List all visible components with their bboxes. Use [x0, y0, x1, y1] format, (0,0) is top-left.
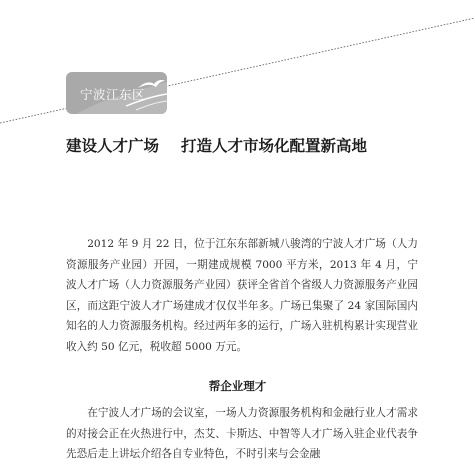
region-tag-label: 宁波江东区	[80, 87, 146, 102]
article-title	[66, 134, 466, 156]
article-body-continued	[66, 403, 418, 465]
decorative-dashed-divider	[0, 0, 475, 140]
article-title-part2: 打造人才市场化配置新高地	[181, 137, 368, 155]
paragraph-1: 2012 年 9 月 22 日，位于江东东部新城八骏湾的宁波人才广场（人力资源服务产业园）开园，一期建成规模 7000 平方米，2013 年 4 月，宁波人才广场（人力资源服务产业园）获评全省首个省级人力资源服务产业园区，而这距宁波人才广场建成才仅仅半年多。广场已集聚了 24 家国际国内知名的人力资源服务机构。经过两年多的运行，广场入驻机构累计实现营业收入约 50 亿元，税收超 5000 万元。	[66, 238, 418, 353]
article-body	[66, 234, 418, 357]
region-tag	[66, 72, 167, 114]
section-heading: 帮企业理才	[208, 379, 267, 393]
paragraph-2: 在宁波人才广场的会议室，一场人力资源服务机构和金融行业人才需求的对接会正在火热进行中，杰艾、卡斯达、中智等人才广场入驻企业代表争先恐后走上讲坛介绍各自专业特色，不时引来与会金融	[66, 407, 418, 460]
article-title-part1: 建设人才广场	[66, 137, 160, 155]
